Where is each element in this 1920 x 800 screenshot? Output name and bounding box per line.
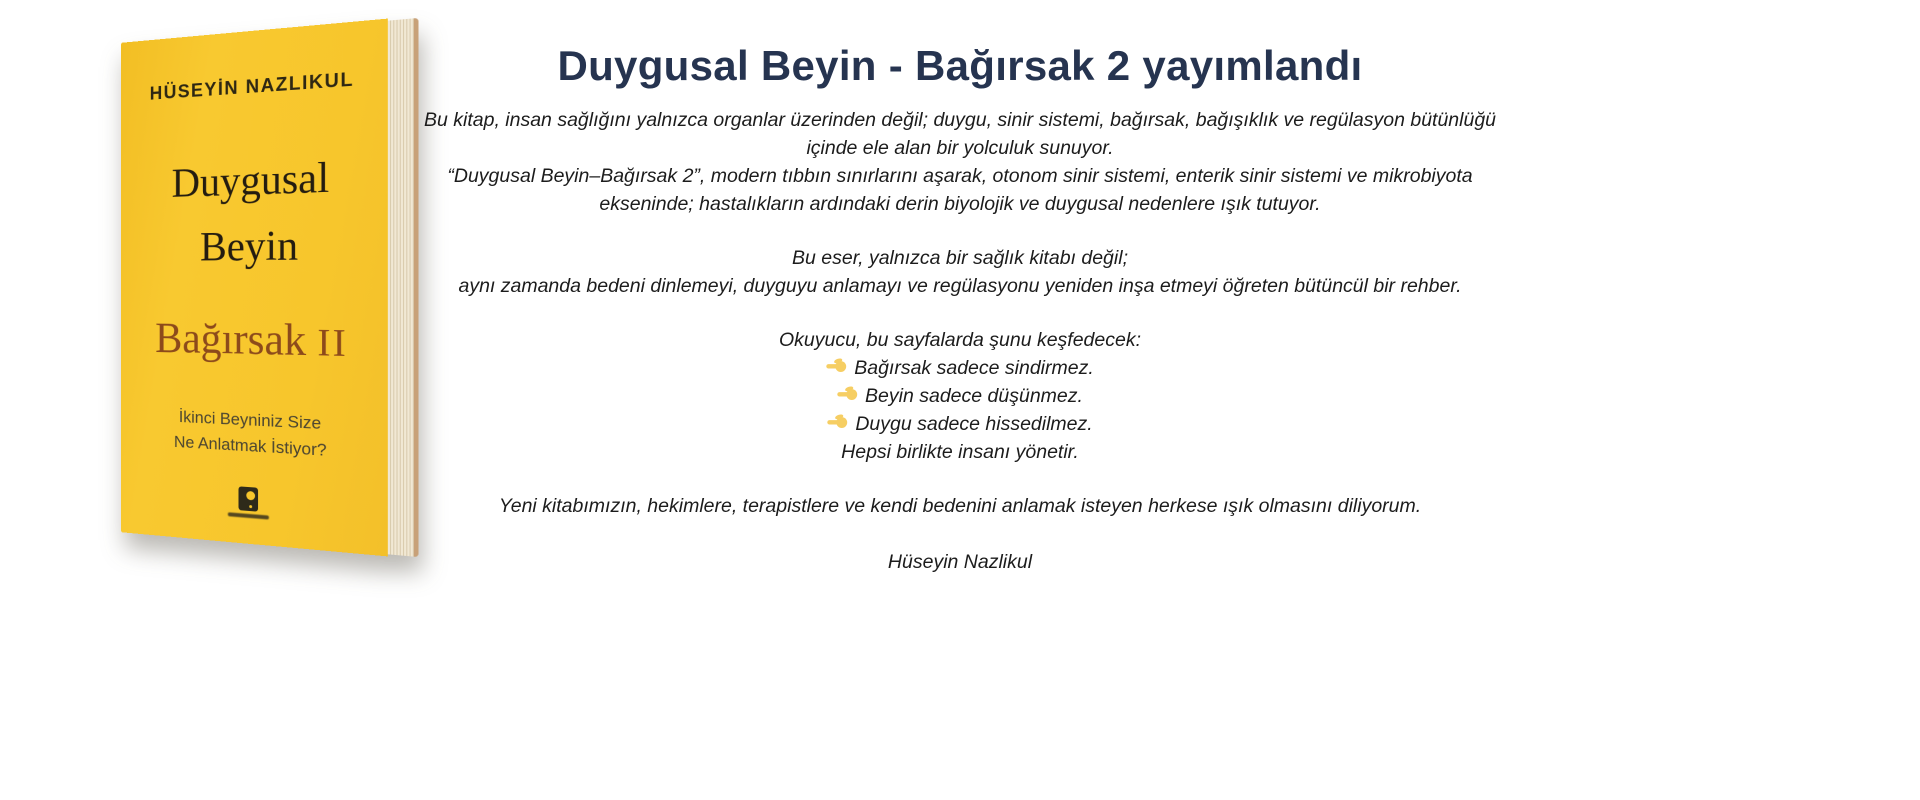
- bullet-text: Beyin sadece düşünmez.: [865, 385, 1083, 407]
- paragraph-line: ekseninde; hastalıkların ardındaki derin biyolojik ve duygusal nedenlere ışık tutuyor.: [599, 193, 1321, 215]
- paragraph-line: Bu kitap, insan sağlığını yalnızca organlar üzerinden değil; duygu, sinir sistemi, bağırsak, bağışıklık ve regülasyon bütünlüğü: [423, 109, 1497, 131]
- book-title-line1: Duygusal: [171, 154, 330, 207]
- bullet-item: [335, 410, 1585, 438]
- book-subtitle-line1: İkinci Beyniniz Size: [178, 407, 322, 433]
- pointing-hand-icon: [826, 354, 847, 382]
- book-subtitle-line2: Ne Anlatmak İstiyor?: [173, 432, 327, 461]
- bullet-item: [335, 382, 1585, 410]
- signature: Hüseyin Nazlikul: [887, 551, 1033, 573]
- bullet-text: Bağırsak sadece sindirmez.: [854, 357, 1094, 379]
- book-title-roman-numeral: II: [317, 321, 348, 366]
- discover-outro-line: Hepsi birlikte insanı yönetir.: [841, 441, 1079, 463]
- closing-line: Yeni kitabımızın, hekimlere, terapistlere ve kendi bedenini anlamak isteyen herkese ışık olmasını diliyorum.: [498, 495, 1422, 517]
- bullet-item: [335, 354, 1585, 382]
- pointing-hand-icon: [827, 410, 848, 438]
- paragraph-line: Bu eser, yalnızca bir sağlık kitabı değil;: [791, 247, 1128, 269]
- page-title: Duygusal Beyin - Bağırsak 2 yayımlandı: [557, 42, 1363, 89]
- discover-intro-line: Okuyucu, bu sayfalarda şunu keşfedecek:: [778, 329, 1142, 351]
- paragraph-line: aynı zamanda bedeni dinlemeyi, duyguyu anlamayı ve regülasyonu yeniden inşa etmeyi öğreten bütüncül bir rehber.: [458, 275, 1462, 297]
- pointing-hand-icon: [837, 382, 858, 410]
- paragraph-line: içinde ele alan bir yolculuk sunuyor.: [806, 137, 1114, 159]
- post-body: [335, 106, 1585, 576]
- bullet-text: Duygu sadece hissedilmez.: [855, 413, 1093, 435]
- book-title-line2: Beyin: [200, 223, 299, 271]
- book-author-name: HÜSEYİN NAZLIKUL: [149, 69, 355, 105]
- paragraph-line: “Duygusal Beyin–Bağırsak 2”, modern tıbbın sınırlarını aşarak, otonom sinir sistemi, enterik sinir sistemi ve mikrobiyota: [447, 165, 1473, 187]
- book-title-line3-word: Bağırsak: [155, 313, 307, 366]
